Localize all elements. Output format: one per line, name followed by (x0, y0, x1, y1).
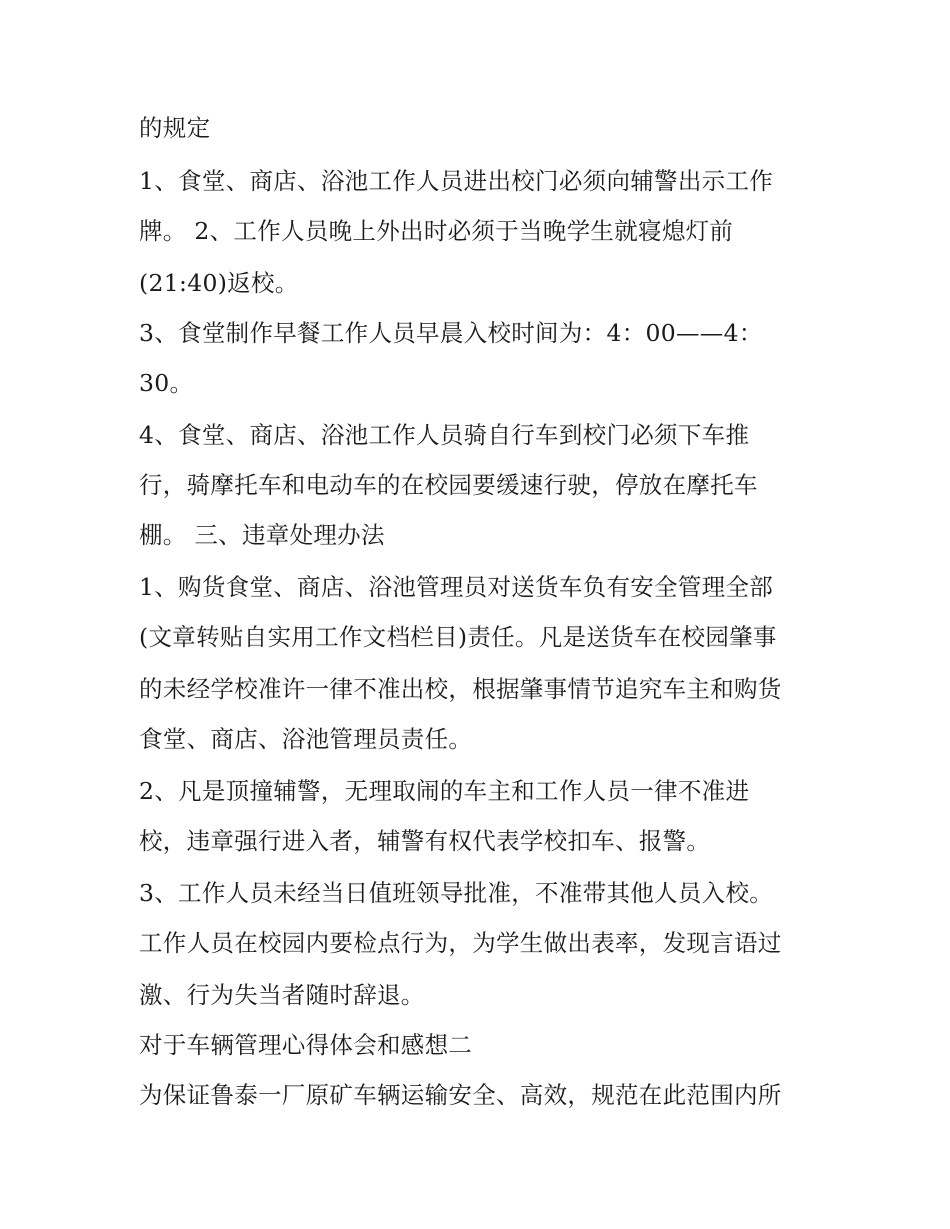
text-line: 的规定 (139, 114, 211, 142)
text-line: (21:40)返校。 (139, 269, 299, 297)
text-line: 工作人员在校园内要检点行为，为学生做出表率，发现言语过 (139, 929, 782, 957)
text-line: 1、购货食堂、商店、浴池管理员对送货车负有安全管理全部 (139, 573, 774, 601)
text-line: 校，违章强行进入者，辅警有权代表学校扣车、报警。 (139, 827, 711, 855)
text-line: 棚。 三、违章处理办法 (139, 521, 385, 549)
section-heading: 对于车辆管理心得体会和感想二 (139, 1031, 473, 1059)
text-line: 2、凡是顶撞辅警，无理取闹的车主和工作人员一律不准进 (139, 777, 750, 805)
text-line: 3、食堂制作早餐工作人员早晨入校时间为：4：00——4： (139, 319, 763, 347)
text-line: 牌。 2、工作人员晚上外出时必须于当晚学生就寝熄灯前 (139, 217, 734, 245)
text-line: 食堂、商店、浴池管理员责任。 (139, 725, 473, 753)
text-line: 1、食堂、商店、浴池工作人员进出校门必须向辅警出示工作 (139, 167, 774, 195)
text-line: 行，骑摩托车和电动车的在校园要缓速行驶，停放在摩托车 (139, 471, 758, 499)
text-line: 的未经学校准许一律不准出校，根据肇事情节追究车主和购货 (139, 675, 782, 703)
text-line: 4、食堂、商店、浴池工作人员骑自行车到校门必须下车推 (139, 421, 750, 449)
text-line: (文章转贴自实用工作文档栏目)责任。凡是送货车在校园肇事 (139, 623, 777, 651)
text-line: 3、工作人员未经当日值班领导批准，不准带其他人员入校。 (139, 879, 774, 907)
text-line: 为保证鲁泰一厂原矿车辆运输安全、高效，规范在此范围内所 (139, 1081, 782, 1109)
text-line: 激、行为失当者随时辞退。 (139, 981, 425, 1009)
text-line: 30。 (139, 369, 194, 397)
